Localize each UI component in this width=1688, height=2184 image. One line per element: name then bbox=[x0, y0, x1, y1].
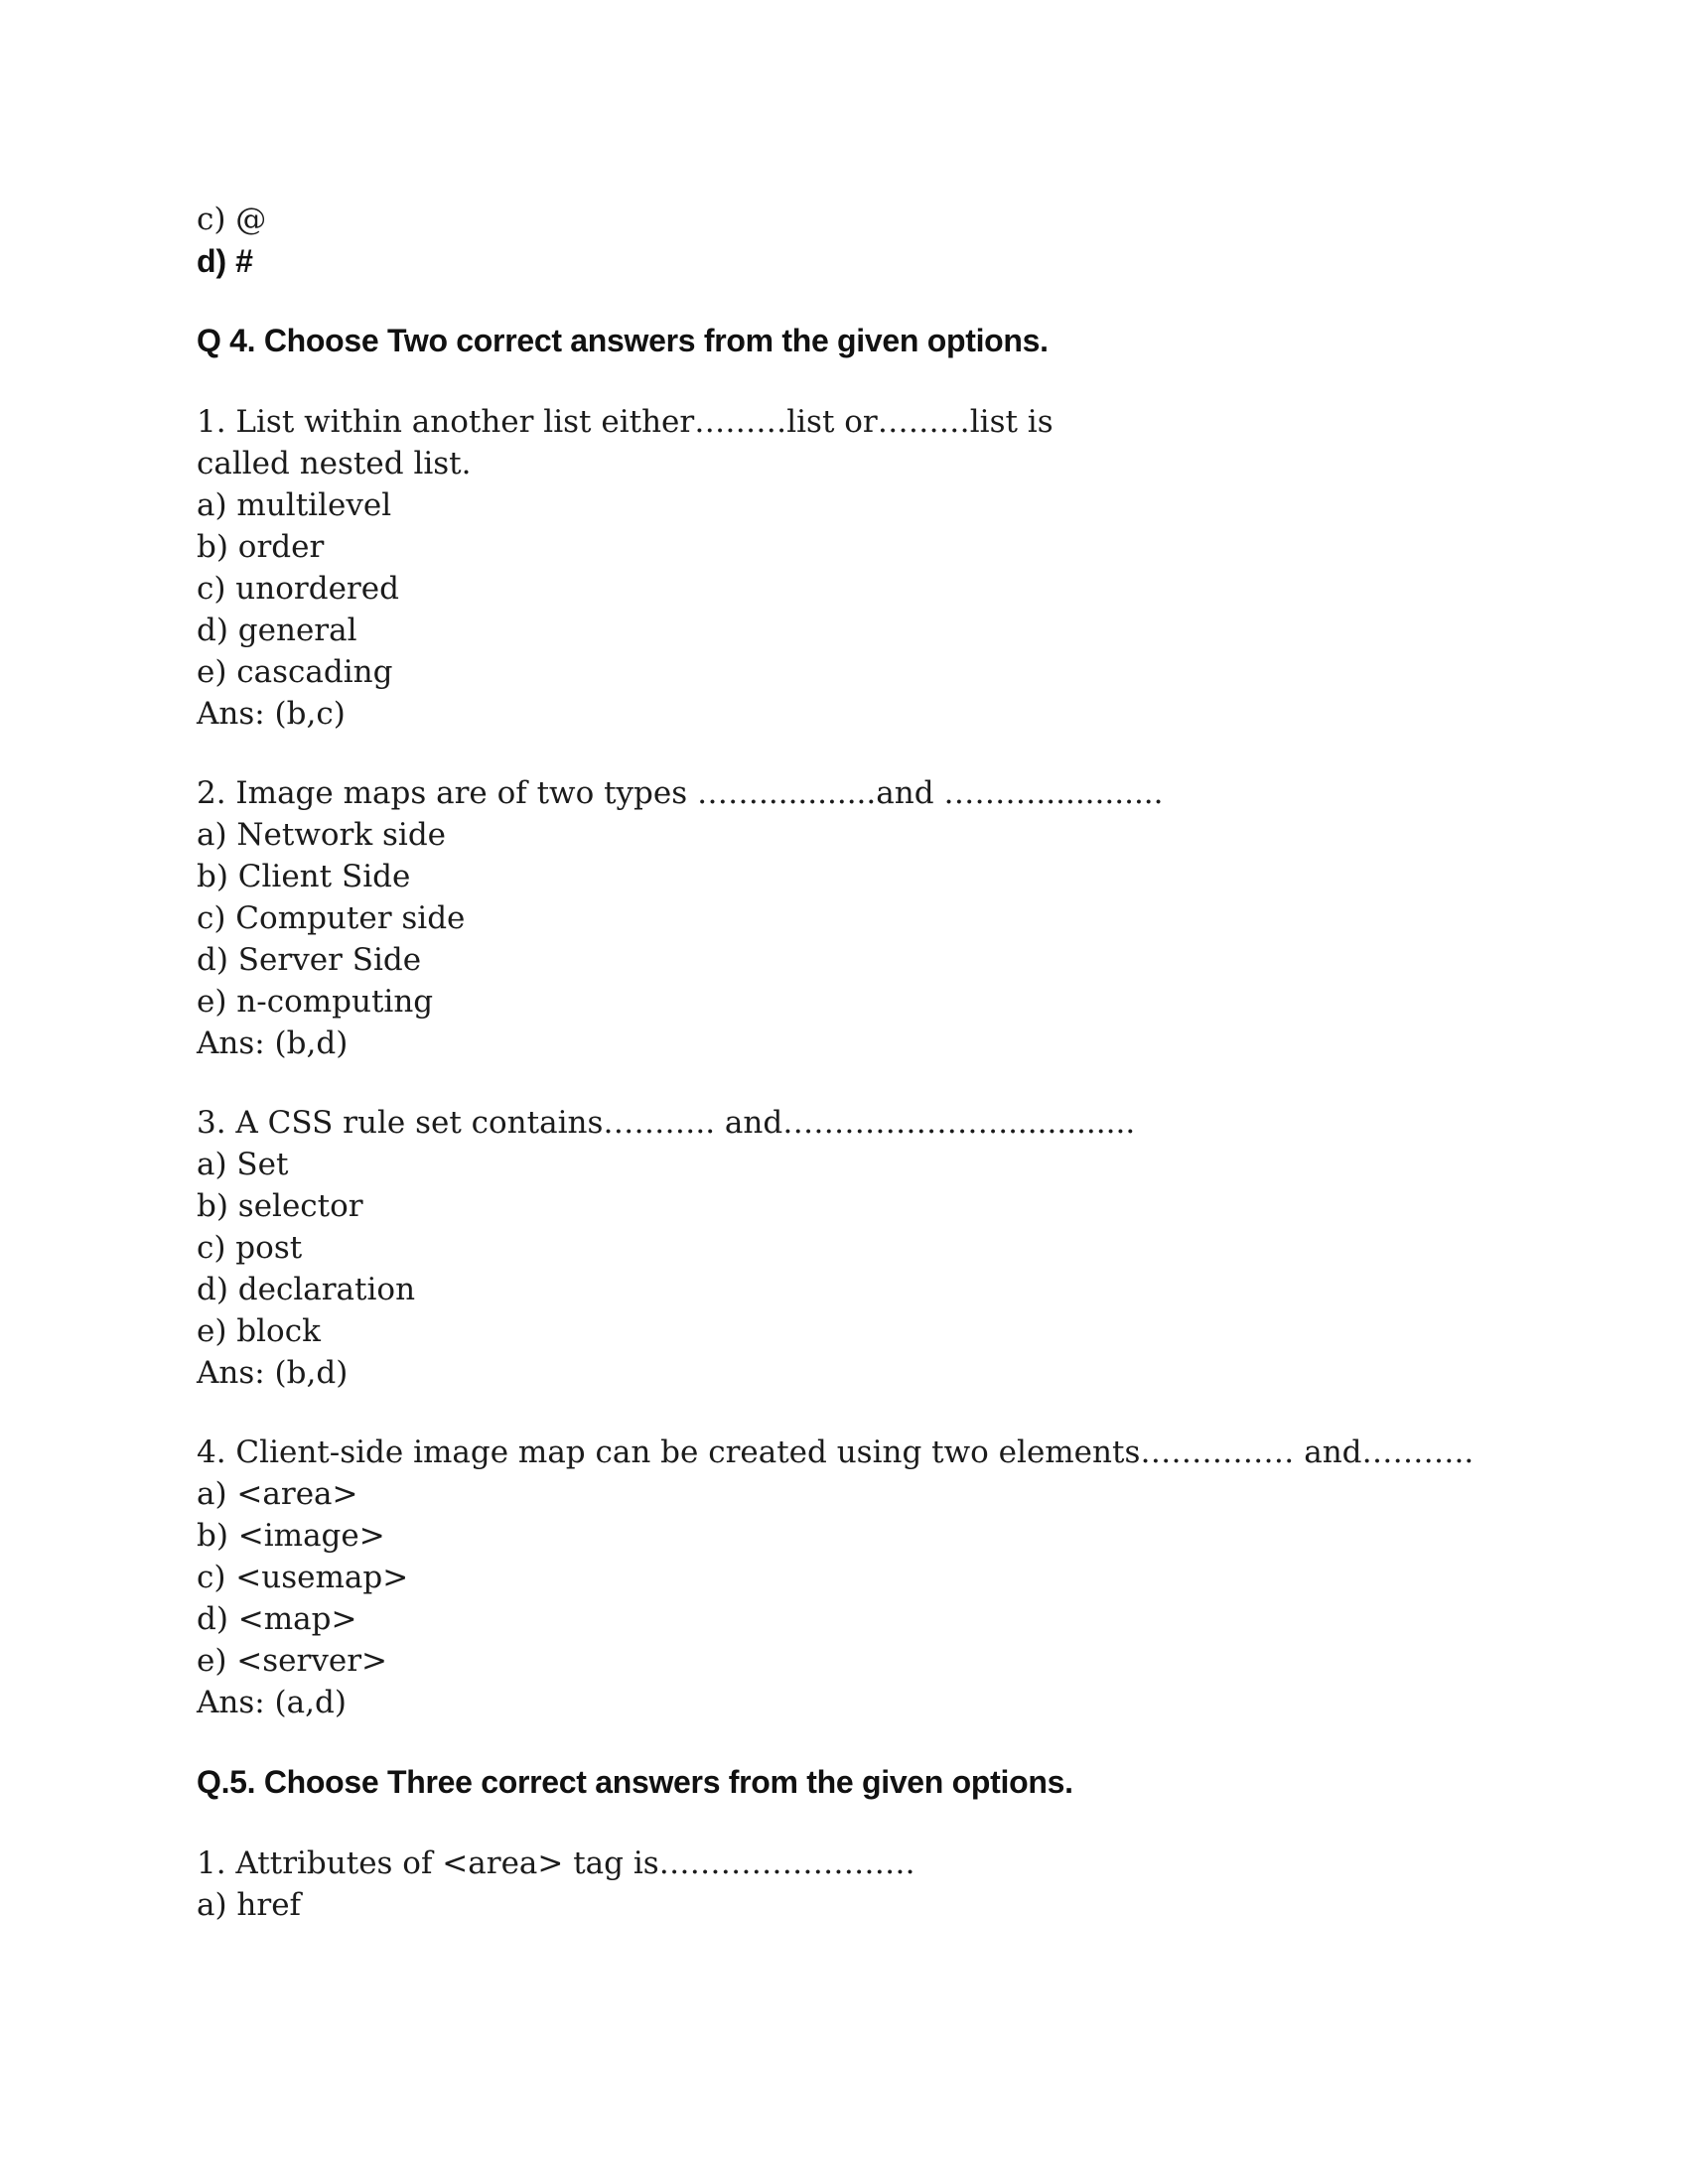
option-a: a) multilevel bbox=[197, 487, 392, 523]
question-text: 1. List within another list either………list or………list is bbox=[197, 404, 1054, 440]
option-d: d) Server Side bbox=[197, 942, 422, 978]
document-content bbox=[197, 199, 1487, 1926]
q4-question-4 bbox=[197, 1432, 1487, 1723]
option-e: e) <server> bbox=[197, 1643, 387, 1679]
q5-question-1 bbox=[197, 1843, 1487, 1926]
option-c: c) @ bbox=[197, 202, 267, 237]
option-a: a) Set bbox=[197, 1147, 289, 1182]
q4-heading: Q 4. Choose Two correct answers from the given options. bbox=[197, 323, 1049, 358]
question-text: 2. Image maps are of two types ……............and ………............. bbox=[197, 775, 1164, 811]
option-a: a) <area> bbox=[197, 1476, 358, 1512]
q4-question-1 bbox=[197, 401, 1487, 735]
option-b: b) order bbox=[197, 529, 325, 565]
answer: Ans: (a,d) bbox=[197, 1685, 347, 1720]
option-e: e) n-computing bbox=[197, 984, 434, 1020]
question-text: 3. A CSS rule set contains……….. and………………….............. bbox=[197, 1105, 1136, 1141]
option-c: c) <usemap> bbox=[197, 1560, 409, 1595]
option-b: b) <image> bbox=[197, 1518, 385, 1554]
option-e: e) block bbox=[197, 1313, 321, 1349]
q4-question-3 bbox=[197, 1102, 1487, 1394]
question-text: 1. Attributes of <area> tag is……………………. bbox=[197, 1845, 915, 1881]
option-d: d) general bbox=[197, 613, 357, 648]
answer: Ans: (b,d) bbox=[197, 1355, 349, 1391]
option-c: c) post bbox=[197, 1230, 303, 1266]
option-a: a) href bbox=[197, 1887, 302, 1923]
option-b: b) selector bbox=[197, 1188, 363, 1224]
option-c: c) unordered bbox=[197, 571, 399, 607]
question-text: 4. Client-side image map can be created using two elements…………… and……….. bbox=[197, 1434, 1475, 1470]
option-d: d) declaration bbox=[197, 1272, 416, 1307]
option-d-correct: d) # bbox=[197, 243, 253, 279]
q4-question-2 bbox=[197, 772, 1487, 1064]
answer: Ans: (b,d) bbox=[197, 1025, 349, 1061]
option-d: d) <map> bbox=[197, 1601, 357, 1637]
option-b: b) Client Side bbox=[197, 859, 411, 894]
option-e: e) cascading bbox=[197, 654, 393, 690]
option-c: c) Computer side bbox=[197, 900, 466, 936]
option-a: a) Network side bbox=[197, 817, 447, 853]
q5-heading: Q.5. Choose Three correct answers from the given options. bbox=[197, 1764, 1073, 1800]
question-text-cont: called nested list. bbox=[197, 446, 472, 481]
answer: Ans: (b,c) bbox=[197, 696, 346, 732]
